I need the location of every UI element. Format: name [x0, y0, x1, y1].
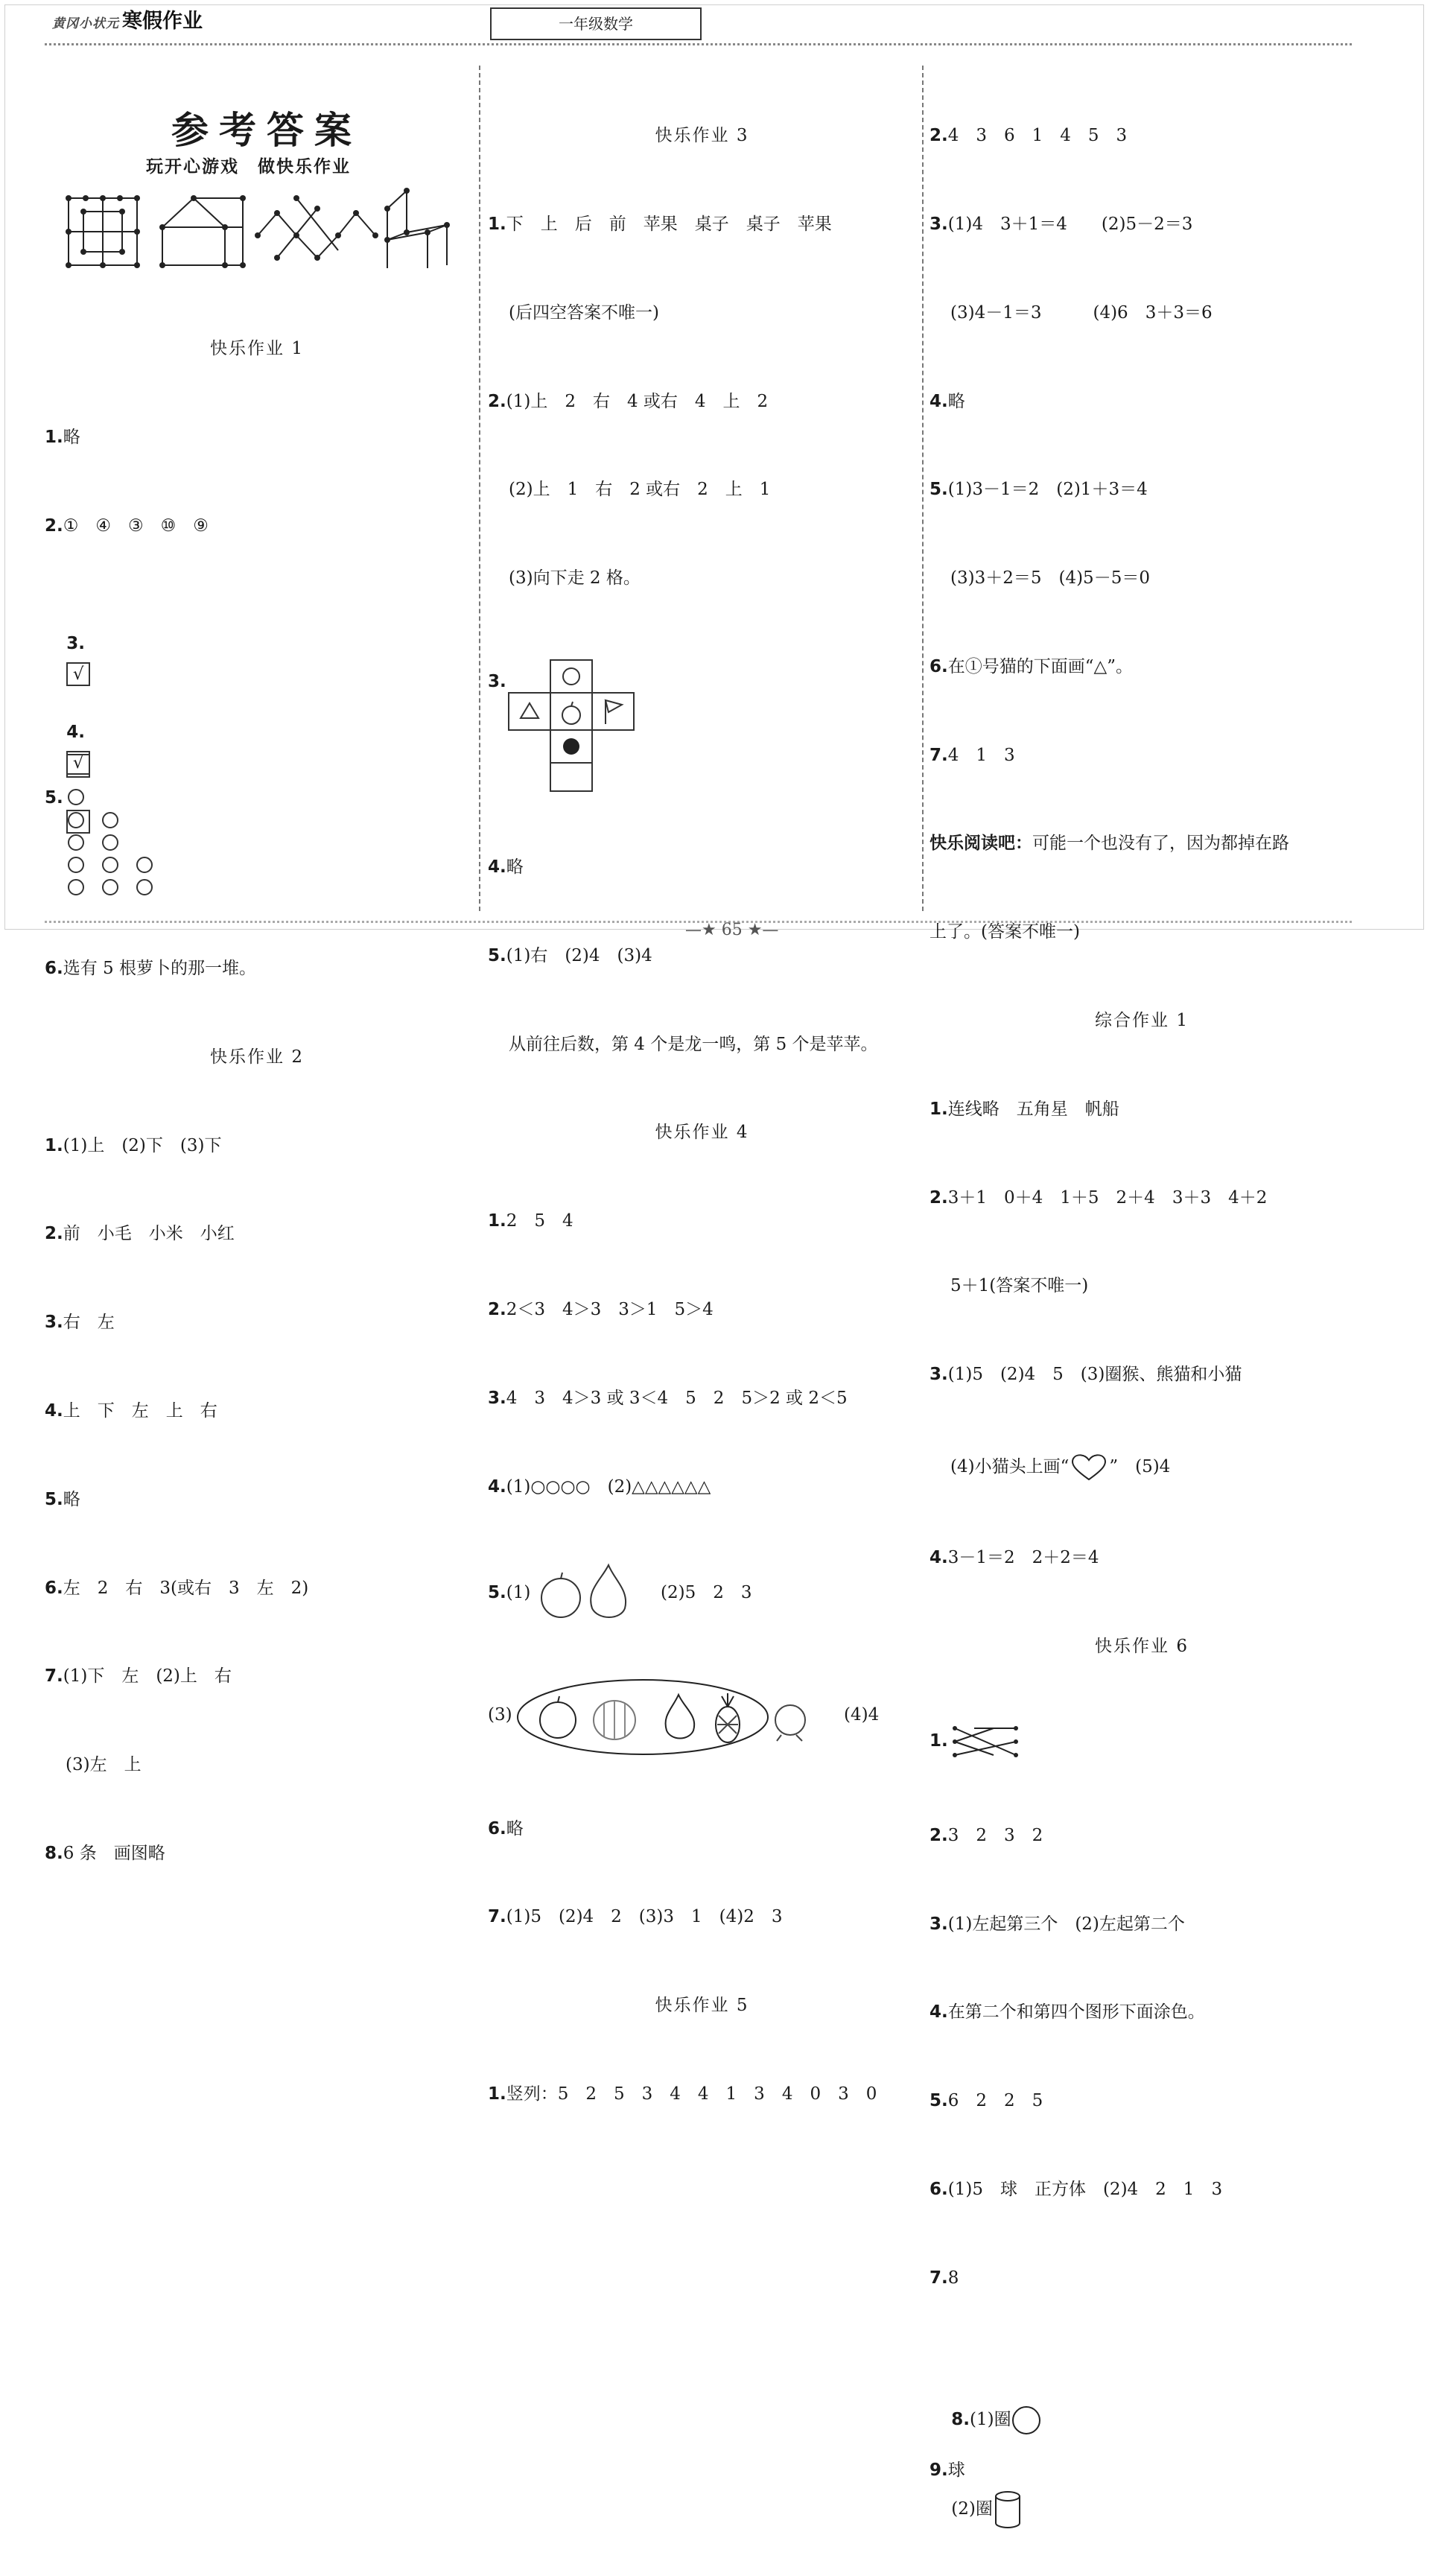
dot-figures — [60, 186, 454, 276]
question-number: 6. — [45, 959, 63, 979]
question-number: 6. — [488, 1818, 506, 1839]
apple-icon — [540, 1702, 576, 1738]
answer-line — [488, 2080, 916, 2110]
answer-text: 略 — [947, 391, 965, 411]
nested-squares-figure — [69, 198, 137, 265]
answer-text: (1)5 球 正方体 (2)4 2 1 3 — [947, 2179, 1223, 2199]
answer-text: 略 — [63, 1489, 80, 1509]
answer-line — [45, 423, 469, 453]
answer-line — [488, 1903, 916, 1932]
question-number: 6. — [930, 656, 948, 676]
answer-line — [930, 1272, 1354, 1301]
question-number: 5. — [930, 480, 948, 500]
house-figure — [162, 198, 243, 265]
answer-text: (3)向下走 2 格。 — [509, 568, 641, 589]
answer-key-subtitle: 玩开心游戏 做快乐作业 — [146, 157, 351, 177]
answer-line — [45, 1751, 469, 1780]
fruit-answer — [488, 1561, 916, 1619]
question-number: 2. — [930, 1825, 948, 1845]
page-number: —★ 65 ★— — [685, 921, 779, 939]
answer-text: (后四空答案不唯一) — [509, 302, 659, 323]
question-number: 1. — [488, 1211, 506, 1231]
answer-line — [930, 1544, 1354, 1573]
section-title: 综合作业 1 — [1095, 1011, 1189, 1030]
header-divider — [45, 43, 1352, 45]
answer-text: 在第二个和第四个图形下面涂色。 — [947, 2002, 1205, 2023]
cylinder-icon — [993, 2490, 1026, 2529]
answer-line — [930, 2456, 1354, 2486]
answer-text: (4)4 — [844, 1704, 880, 1725]
page-number-value: 65 — [721, 921, 743, 939]
answer-text: (1)5 (2)4 5 (3)圈猴、熊猫和小猫 — [947, 1365, 1242, 1385]
answer-text: 竖列：5 2 5 3 4 4 1 3 4 0 3 0 — [506, 2084, 877, 2104]
question-number: 8. — [951, 2409, 970, 2429]
sphere-icon — [1011, 2405, 1044, 2435]
answer-text: 略 — [63, 427, 80, 447]
answer-line — [45, 954, 469, 984]
answer-line — [488, 1030, 916, 1060]
answer-text: (3)4－1＝3 (4)6 3＋3＝6 — [950, 302, 1213, 323]
question-number: 1. — [488, 214, 506, 234]
checked-box: √ — [66, 662, 90, 686]
brand — [52, 4, 203, 34]
answer-line — [930, 1821, 1354, 1851]
answer-text: 2 5 4 — [506, 1211, 573, 1231]
answer-key-title: 参考答案 — [171, 108, 362, 152]
question-number: 2. — [930, 1187, 948, 1208]
right-column — [930, 63, 1354, 2519]
answer-line — [930, 741, 1354, 771]
question-number: 4. — [930, 1548, 948, 1568]
circle-answer — [45, 784, 469, 895]
answer-line — [45, 1308, 469, 1338]
circled-group — [518, 1680, 768, 1754]
answer-line — [488, 564, 916, 594]
subject-label: 一年级数学 — [490, 7, 702, 40]
answer-text: 3－1＝2 2＋2＝4 — [947, 1548, 1099, 1568]
answer-line — [488, 1579, 530, 1608]
answer-line — [930, 1998, 1354, 2028]
answer-line — [930, 475, 1354, 505]
cube-net — [509, 659, 643, 793]
answer-text: 6 条 画图略 — [63, 1843, 165, 1863]
question-number: 3. — [488, 1388, 506, 1408]
answer-text: (1)上 (2)下 (3)下 — [63, 1135, 222, 1155]
answer-line — [930, 1095, 1354, 1125]
answer-line — [930, 299, 1354, 329]
answer-line — [45, 1485, 469, 1515]
answer-text: 4 1 3 — [947, 745, 1015, 765]
apple-icon — [541, 1579, 580, 1617]
answer-line — [488, 210, 916, 240]
reading-label: 快乐阅读吧： — [930, 834, 1032, 854]
answer-line — [930, 1360, 1354, 1390]
answer-text: (1)右 (2)4 (3)4 — [506, 945, 652, 965]
answer-line — [488, 942, 916, 971]
question-number: 4. — [488, 1476, 506, 1497]
answer-line — [488, 1473, 916, 1503]
section-title: 快乐作业 4 — [655, 1123, 749, 1143]
answer-line — [930, 2087, 1354, 2116]
peach-outside — [771, 1699, 816, 1744]
answer-text: 3 2 3 2 — [947, 1825, 1043, 1845]
question-number: 5. — [488, 1583, 506, 1603]
answer-line — [45, 692, 469, 725]
answer-line — [45, 1662, 469, 1692]
question-number: 3. — [930, 1365, 948, 1385]
answer-text: (1)○○○○ (2)△△△△△△ — [506, 1476, 711, 1497]
answer-text: 4 3 4＞3 或 3＜4 5 2 5＞2 或 2＜5 — [506, 1388, 848, 1408]
answer-line — [45, 1839, 469, 1869]
question-number: 9. — [930, 2460, 948, 2480]
section-title: 快乐作业 6 — [1095, 1636, 1189, 1656]
question-number: 7. — [930, 2268, 948, 2288]
answer-line — [45, 1219, 469, 1249]
answer-text: (1)4 3＋1＝4 (2)5－2＝3 — [947, 214, 1193, 234]
answer-line — [930, 2264, 1354, 2294]
question-number: 2. — [488, 1299, 506, 1319]
section-title: 快乐作业 1 — [210, 339, 304, 359]
answer-text: (3) — [488, 1704, 512, 1725]
answer-text: 上了。(答案不唯一) — [930, 922, 1080, 942]
answer-text: (1)下 左 (2)上 右 — [63, 1666, 232, 1687]
empty-box — [66, 754, 90, 778]
answer-text: (3)左 上 — [66, 1755, 142, 1775]
zigzag-dots — [255, 195, 378, 261]
answer-text: 在①号猫的下面画“△”。 — [947, 656, 1133, 676]
answer-line — [488, 475, 916, 505]
answer-text: (1) — [506, 1583, 531, 1603]
matching-answer — [930, 1721, 1354, 1763]
answer-line — [488, 299, 916, 329]
answer-line — [488, 1384, 916, 1414]
answer-text: 球 — [947, 2460, 965, 2480]
answer-line — [45, 1397, 469, 1427]
question-number: 4. — [930, 391, 948, 411]
question-number: 4. — [488, 857, 506, 878]
reading-line — [930, 918, 1354, 948]
answer-text: 选有 5 根萝卜的那一堆。 — [63, 959, 257, 979]
pear-icon — [666, 1695, 695, 1739]
answer-line — [45, 1132, 469, 1161]
answer-text: 上 下 左 上 右 — [63, 1401, 217, 1421]
answer-text: 5＋1(答案不唯一) — [950, 1276, 1089, 1296]
question-number: 5. — [45, 1489, 63, 1509]
column-divider-right — [922, 66, 924, 911]
circle-rows — [67, 787, 179, 895]
answer-text: (1)圈 — [970, 2409, 1011, 2429]
answer-line — [930, 2353, 1354, 2519]
cube-net-answer — [488, 653, 916, 794]
answer-text: (1)3－1＝2 (2)1＋3＝4 — [947, 480, 1148, 500]
section-title: 快乐作业 2 — [210, 1047, 304, 1067]
checked-box: √ — [66, 751, 90, 775]
answer-text: ” (5)4 — [1109, 1456, 1171, 1476]
answer-line — [930, 564, 1354, 594]
answer-line — [930, 2175, 1354, 2205]
question-number: 6. — [45, 1578, 63, 1598]
question-number: 7. — [930, 745, 948, 765]
question-number: 7. — [45, 1666, 63, 1687]
section-title: 快乐作业 3 — [655, 126, 749, 146]
question-number: 7. — [488, 1907, 506, 1927]
question-number: 3. — [930, 214, 948, 234]
answer-text: 左 2 右 3(或右 3 左 2) — [63, 1578, 309, 1598]
question-number: 3. — [488, 671, 506, 691]
answer-line — [930, 1449, 1354, 1485]
question-number: 1. — [930, 1730, 948, 1751]
heart-icon — [1069, 1453, 1109, 1482]
answer-line — [930, 121, 1354, 151]
fruit-group-answer — [488, 1678, 916, 1756]
answer-line — [930, 387, 1354, 417]
question-number: 5. — [930, 2091, 948, 2111]
answer-text: (2)5 2 3 — [661, 1583, 752, 1603]
peach-icon — [775, 1705, 805, 1735]
section-title: 快乐作业 5 — [655, 1996, 749, 2016]
answer-text: 连线略 五角星 帆船 — [947, 1099, 1119, 1119]
matching-lines — [949, 1722, 1023, 1761]
question-number: 2. — [930, 126, 948, 146]
answer-line — [930, 653, 1354, 682]
answer-line — [488, 387, 916, 417]
question-number: 3. — [66, 634, 85, 654]
question-number: 2. — [45, 1224, 63, 1244]
answer-line — [930, 1184, 1354, 1214]
answer-text: 下 上 后 前 苹果 桌子 桌子 苹果 — [506, 214, 832, 234]
answer-line — [45, 600, 469, 773]
answer-line — [488, 853, 916, 883]
question-number: 3. — [930, 1914, 948, 1934]
answer-text: 右 左 — [63, 1313, 115, 1333]
answer-line — [930, 210, 1354, 240]
question-number: 4. — [66, 722, 85, 742]
series-title: 寒假作业 — [122, 10, 203, 33]
question-number: 1. — [45, 1135, 63, 1155]
answer-text: (1)5 (2)4 2 (3)3 1 (4)2 3 — [506, 1907, 783, 1927]
answer-text: (4)小猫头上画“ — [950, 1456, 1070, 1476]
question-number: 2. — [488, 391, 506, 411]
reading-line — [930, 829, 1354, 859]
answer-text: (1)左起第三个 (2)左起第二个 — [947, 1914, 1185, 1934]
answer-line — [45, 1574, 469, 1604]
question-number: 5. — [45, 787, 63, 808]
question-number: 6. — [930, 2179, 948, 2199]
question-number: 1. — [930, 1099, 948, 1119]
answer-text: 可能一个也没有了，因为都掉在路 — [1032, 834, 1289, 854]
pear-icon — [591, 1565, 626, 1617]
question-number: 8. — [45, 1843, 63, 1863]
answer-text: 3＋1 0＋4 1＋5 2＋4 3＋3 4＋2 — [947, 1187, 1268, 1208]
fruit-group — [516, 1678, 784, 1756]
question-number: 4. — [45, 1401, 63, 1421]
question-number: 4. — [930, 2002, 948, 2023]
column-divider-left — [479, 66, 480, 911]
answer-line — [930, 1910, 1354, 1940]
answer-text: 2＜3 4＞3 3＞1 5＞4 — [506, 1299, 714, 1319]
chair-figure — [387, 191, 447, 268]
answer-text: 略 — [506, 857, 524, 878]
answer-text: (1)上 2 右 4 或右 4 上 2 — [506, 391, 769, 411]
answer-text: 从前往后数，第 4 个是龙一鸣，第 5 个是苹苹。 — [509, 1034, 878, 1054]
question-number: 3. — [45, 1313, 63, 1333]
answer-text: ① ④ ③ ⑩ ⑨ — [63, 515, 209, 536]
answer-line — [488, 1295, 916, 1325]
question-number: 2. — [45, 515, 63, 536]
answer-text: (2)圈 — [951, 2499, 993, 2519]
answer-text: (3)3＋2＝5 (4)5－5＝0 — [950, 568, 1150, 589]
answer-text: 前 小毛 小米 小红 — [63, 1224, 235, 1244]
answer-line — [488, 1815, 916, 1844]
question-number: 5. — [488, 945, 506, 965]
answer-text: (2)上 1 右 2 或右 2 上 1 — [509, 480, 771, 500]
answer-text: 略 — [506, 1818, 524, 1839]
answer-text: 4 3 6 1 4 5 3 — [947, 126, 1128, 146]
answer-line — [488, 1207, 916, 1237]
left-column — [45, 276, 469, 1898]
answer-text: 6 2 2 5 — [947, 2091, 1043, 2111]
series-logo: 黄冈小状元 — [52, 16, 119, 31]
question-number: 1. — [45, 427, 63, 447]
answer-line — [45, 512, 469, 542]
question-number: 1. — [488, 2084, 506, 2104]
fruit-pair — [540, 1561, 637, 1619]
middle-column — [488, 63, 916, 2139]
answer-text: 8 — [947, 2268, 959, 2288]
